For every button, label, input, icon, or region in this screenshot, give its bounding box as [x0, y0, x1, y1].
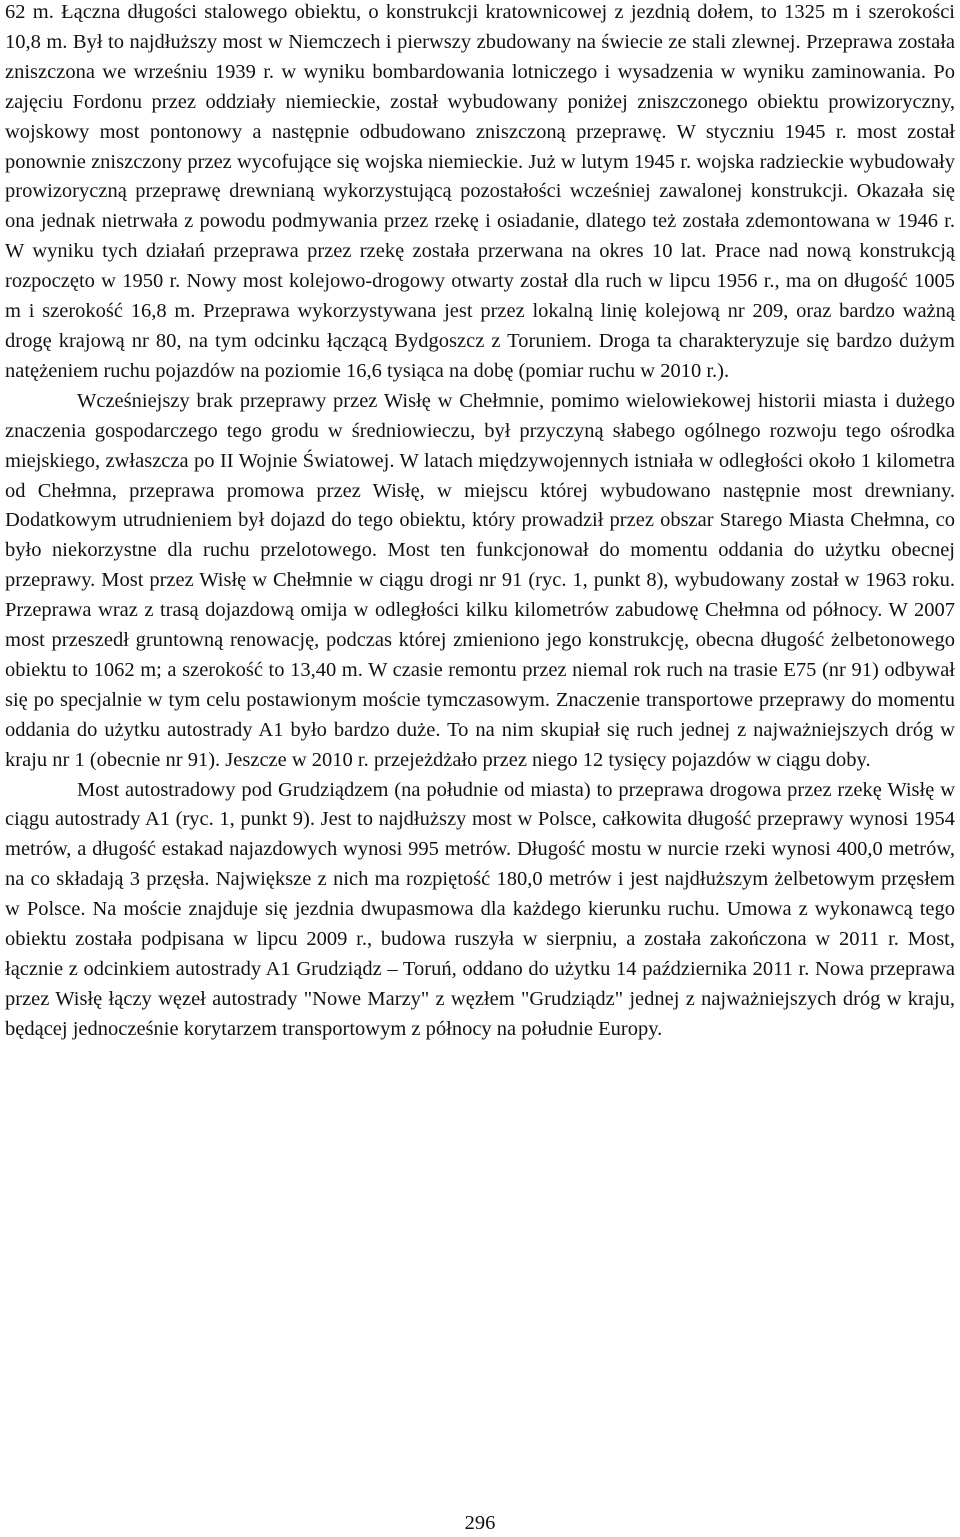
paragraph-chelmno-bridge: Wcześniejszy brak przeprawy przez Wisłę w Chełmnie, pomimo wielowiekowej historii miasta i dużego znaczenia gospodarczego tego grodu w średniowieczu, był przyczyną słabego ogólnego rozwoju tego ośrodka miejskiego, zwłaszcza po II Wojnie Światowej. W latach międzywojennych istniała w odległości około 1 kilometra od Chełmna, przeprawa promowa przez Wisłę, w miejscu której wybudowano następnie most drewniany. Dodatkowym utrudnieniem był dojazd do tego obiektu, który prowadził przez obszar Starego Miasta Chełmna, co było niekorzystne dla ruchu przelotowego. Most ten funkcjonował do momentu oddania do użytku obecnej przeprawy. Most przez Wisłę w Chełmnie w ciągu drogi nr 91 (ryc. 1, punkt 8), wybudowany został w 1963 roku. Przeprawa wraz z trasą dojazdową omija w odległości kilku kilometrów zabudowę Chełmna od północy. W 2007 most przeszedł gruntowną renowację, podczas której zmieniono jego konstrukcję, obecna długość żelbetonowego obiektu to 1062 m; a szerokość to 13,40 m. W czasie remontu przez niemal rok ruch na trasie E75 (nr 91) odbywał się po specjalnie w tym celu postawionym moście tymczasowym. Znaczenie transportowe przeprawy do momentu oddania do użytku autostrady A1 było bardzo duże. To na nim skupiał się ruch jednej z najważniejszych dróg w kraju nr 1 (obecnie nr 91). Jeszcze w 2010 r. przejeżdżało przez niego 12 tysięcy pojazdów w ciągu doby.: [5, 389, 955, 771]
page-number: 296: [464, 1512, 496, 1534]
document-page: [5, 0, 955, 1537]
body-text: [5, 0, 955, 1045]
paragraph-grudziadz-bridge: Most autostradowy pod Grudziądzem (na południe od miasta) to przeprawa drogowa przez rzekę Wisłę w ciągu autostrady A1 (ryc. 1, punkt 9). Jest to najdłuższy most w Polsce, całkowita długość przeprawy wynosi 1954 metrów, a długość estakad najazdowych wynosi 995 metrów. Długość mostu w nurcie rzeki wynosi 400,0 metrów, na co składają 3 przęsła. Największe z nich ma rozpiętość 180,0 metrów i jest najdłuższym żelbetowym przęsłem w Polsce. Na moście znajduje się jezdnia dwupasmowa dla każdego kierunku ruchu. Umowa z wykonawcą tego obiektu została podpisana w lipcu 2009 r., budowa ruszyła w sierpniu, a została zakończona w 2011 r. Most, łącznie z odcinkiem autostrady A1 Grudziądz – Toruń, oddano do użytku 14 października 2011 r. Nowa przeprawa przez Wisłę łączy węzeł autostrady "Nowe Marzy" z węzłem "Grudziądz" jednej z najważniejszych dróg w kraju, będącej jednocześnie korytarzem transportowym z północy na południe Europy.: [5, 778, 955, 1040]
paragraph-fordon-bridge: 62 m. Łączna długości stalowego obiektu, o konstrukcji kratownicowej z jezdnią dołem, to 1325 m i szerokości 10,8 m. Był to najdłuższy most w Niemczech i pierwszy zbudowany na świecie ze stali zlewnej. Przeprawa została zniszczona we wrześniu 1939 r. w wyniku bombardowania lotniczego i wysadzenia w wyniku zaminowania. Po zajęciu Fordonu przez oddziały niemieckie, został wybudowany poniżej zniszczonego obiektu prowizoryczny, wojskowy most pontonowy a następnie odbudowano zniszczoną przeprawę. W styczniu 1945 r. most został ponownie zniszczony przez wycofujące się wojska niemieckie. Już w lutym 1945 r. wojska radzieckie wybudowały prowizoryczną przeprawę drewnianą wykorzystującą pozostałości wcześniej zawalonej konstrukcji. Okazała się ona jednak nietrwała z powodu podmywania przez rzekę i osiadanie, dlatego też została zdemontowana w 1946 r. W wyniku tych działań przeprawa przez rzekę została przerwana na okres 10 lat. Prace nad nową konstrukcją rozpoczęto w 1950 r. Nowy most kolejowo-drogowy otwarty został dla ruch w lipcu 1956 r., ma on długość 1005 m i szerokość 16,8 m. Przeprawa wykorzystywana jest przez lokalną linię kolejową nr 209, oraz bardzo ważną drogę krajową nr 80, na tym odcinku łączącą Bydgoszcz z Toruniem. Droga ta charakteryzuje się bardzo dużym natężeniem ruchu pojazdów na poziomie 16,6 tysiąca na dobę (pomiar ruchu w 2010 r.).: [5, 1, 955, 382]
